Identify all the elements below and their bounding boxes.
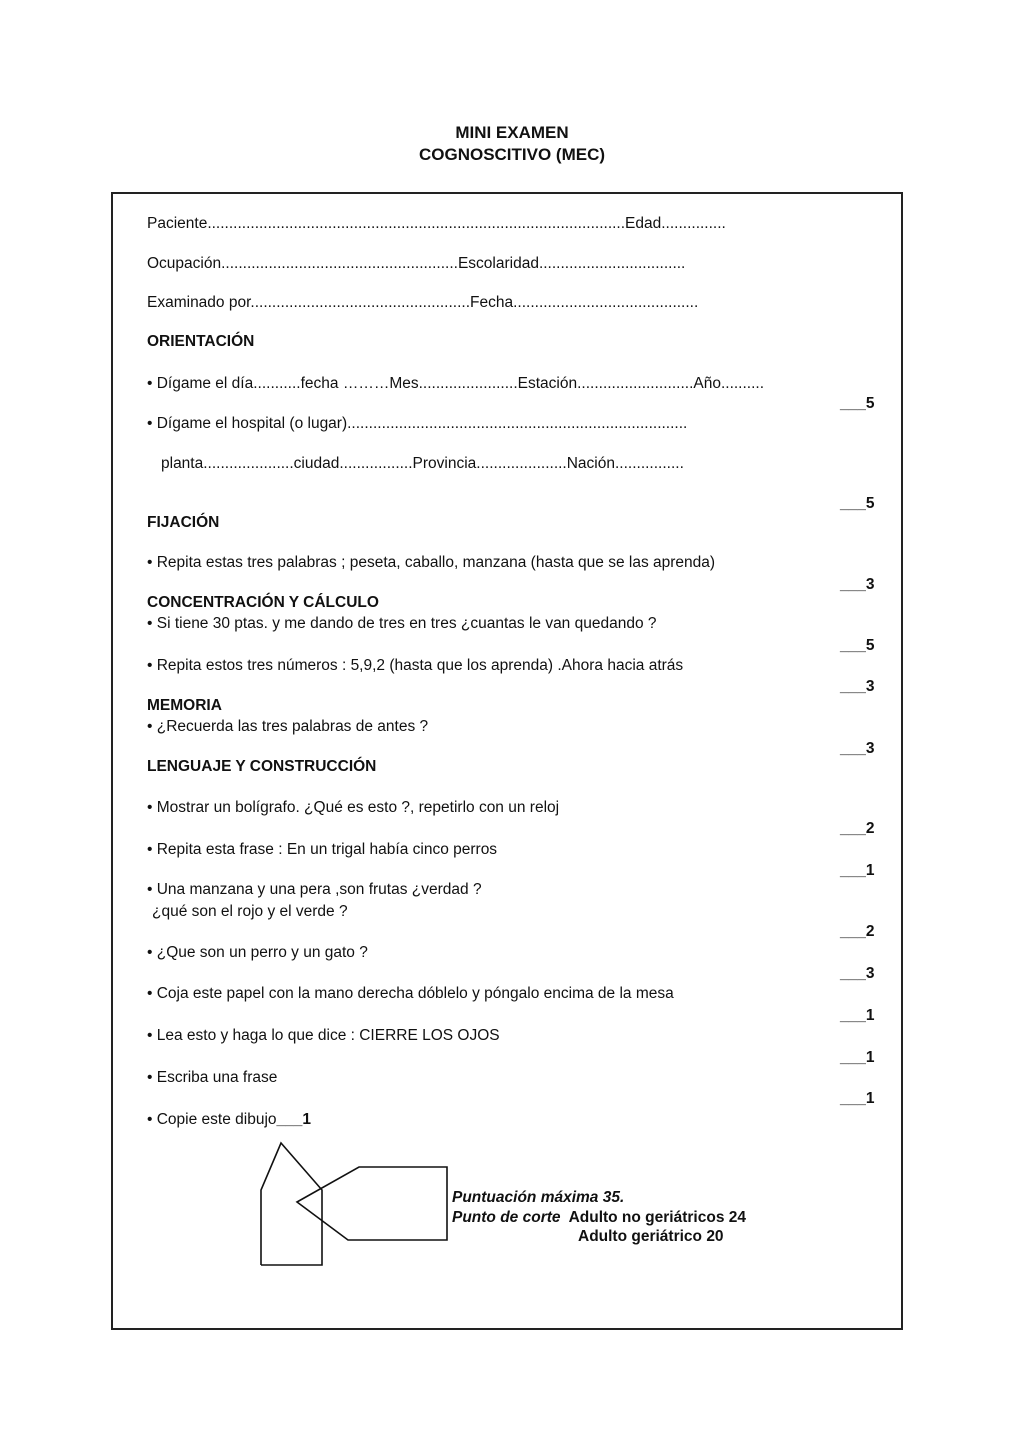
examiner-field: Examinado por...................................................Fecha........................................... [147, 294, 699, 311]
score-orientacion-lugar: ___5 [840, 495, 875, 512]
lenguaje-item-3a: • Una manzana y una pera ,son frutas ¿verdad ? [147, 881, 482, 898]
max-score-label: Puntuación máxima 35. [452, 1189, 625, 1206]
lenguaje-item-8-score: ___1 [276, 1111, 311, 1128]
section-heading-concentracion: CONCENTRACIÓN Y CÁLCULO [147, 594, 379, 611]
lenguaje-item-4: • ¿Que son un perro y un gato ? [147, 944, 368, 961]
cutoff-adult: Adulto no geriátricos 24 [568, 1209, 746, 1226]
lenguaje-item-5: • Coja este papel con la mano derecha dóblelo y póngalo encima de la mesa [147, 985, 674, 1002]
lenguaje-item-1: • Mostrar un bolígrafo. ¿Qué es esto ?, repetirlo con un reloj [147, 799, 560, 816]
lenguaje-item-3b: ¿qué son el rojo y el verde ? [152, 903, 348, 920]
section-heading-orientacion: ORIENTACIÓN [147, 333, 255, 350]
title-line-2: COGNOSCITIVO (MEC) [418, 145, 606, 164]
score-calculo: ___5 [840, 637, 875, 654]
score-numeros: ___3 [840, 678, 875, 695]
score-boligrafo: ___2 [840, 820, 875, 837]
fijacion-item-1: • Repita estas tres palabras ; peseta, caballo, manzana (hasta que se las aprenda) [147, 554, 716, 571]
drawing-tag-shape [297, 1167, 447, 1240]
orientacion-item-2b: planta.....................ciudad.................Provincia.....................Nación................ [161, 455, 684, 472]
cutoff-note [452, 1208, 746, 1228]
score-papel: ___1 [840, 1007, 875, 1024]
lenguaje-item-7: • Escriba una frase [147, 1069, 278, 1086]
copy-drawing-figure [250, 1135, 460, 1270]
section-heading-fijacion: FIJACIÓN [147, 514, 220, 531]
score-escritura: ___1 [840, 1090, 875, 1107]
score-fijacion: ___3 [840, 576, 875, 593]
score-semejanzas-1: ___2 [840, 923, 875, 940]
occupation-field: Ocupación.......................................................Escolaridad.................................. [147, 255, 686, 272]
cutoff-label: Punto de corte [452, 1209, 561, 1226]
memoria-item-1: • ¿Recuerda las tres palabras de antes ? [147, 718, 429, 735]
score-semejanzas-2: ___3 [840, 965, 875, 982]
section-heading-lenguaje: LENGUAJE Y CONSTRUCCIÓN [147, 758, 377, 775]
lenguaje-item-8 [147, 1110, 311, 1130]
orientacion-item-2: • Dígame el hospital (o lugar)............................................................................... [147, 415, 688, 432]
score-memoria: ___3 [840, 740, 875, 757]
page-title [0, 122, 1024, 166]
max-score-note [452, 1188, 624, 1208]
title-line-1: MINI EXAMEN [455, 123, 569, 142]
patient-field: Paciente.................................................................................................Edad............... [147, 215, 726, 232]
score-frase: ___1 [840, 862, 875, 879]
section-heading-memoria: MEMORIA [147, 697, 222, 714]
orientacion-item-1: • Dígame el día...........fecha ………Mes.......................Estación...........................Año.......... [147, 375, 765, 392]
concentracion-item-2: • Repita estos tres números : 5,9,2 (hasta que los aprenda) .Ahora hacia atrás [147, 657, 684, 674]
lenguaje-item-6: • Lea esto y haga lo que dice : CIERRE LOS OJOS [147, 1027, 500, 1044]
lenguaje-item-2: • Repita esta frase : En un trigal había cinco perros [147, 841, 498, 858]
score-orientacion-tiempo: ___5 [840, 395, 875, 412]
cutoff-geriatric: Adulto geriátrico 20 [578, 1228, 724, 1245]
concentracion-item-1: • Si tiene 30 ptas. y me dando de tres en tres ¿cuantas le van quedando ? [147, 615, 657, 632]
score-lectura: ___1 [840, 1049, 875, 1066]
lenguaje-item-8-text: • Copie este dibujo [147, 1111, 277, 1128]
drawing-house-shape [261, 1143, 322, 1265]
